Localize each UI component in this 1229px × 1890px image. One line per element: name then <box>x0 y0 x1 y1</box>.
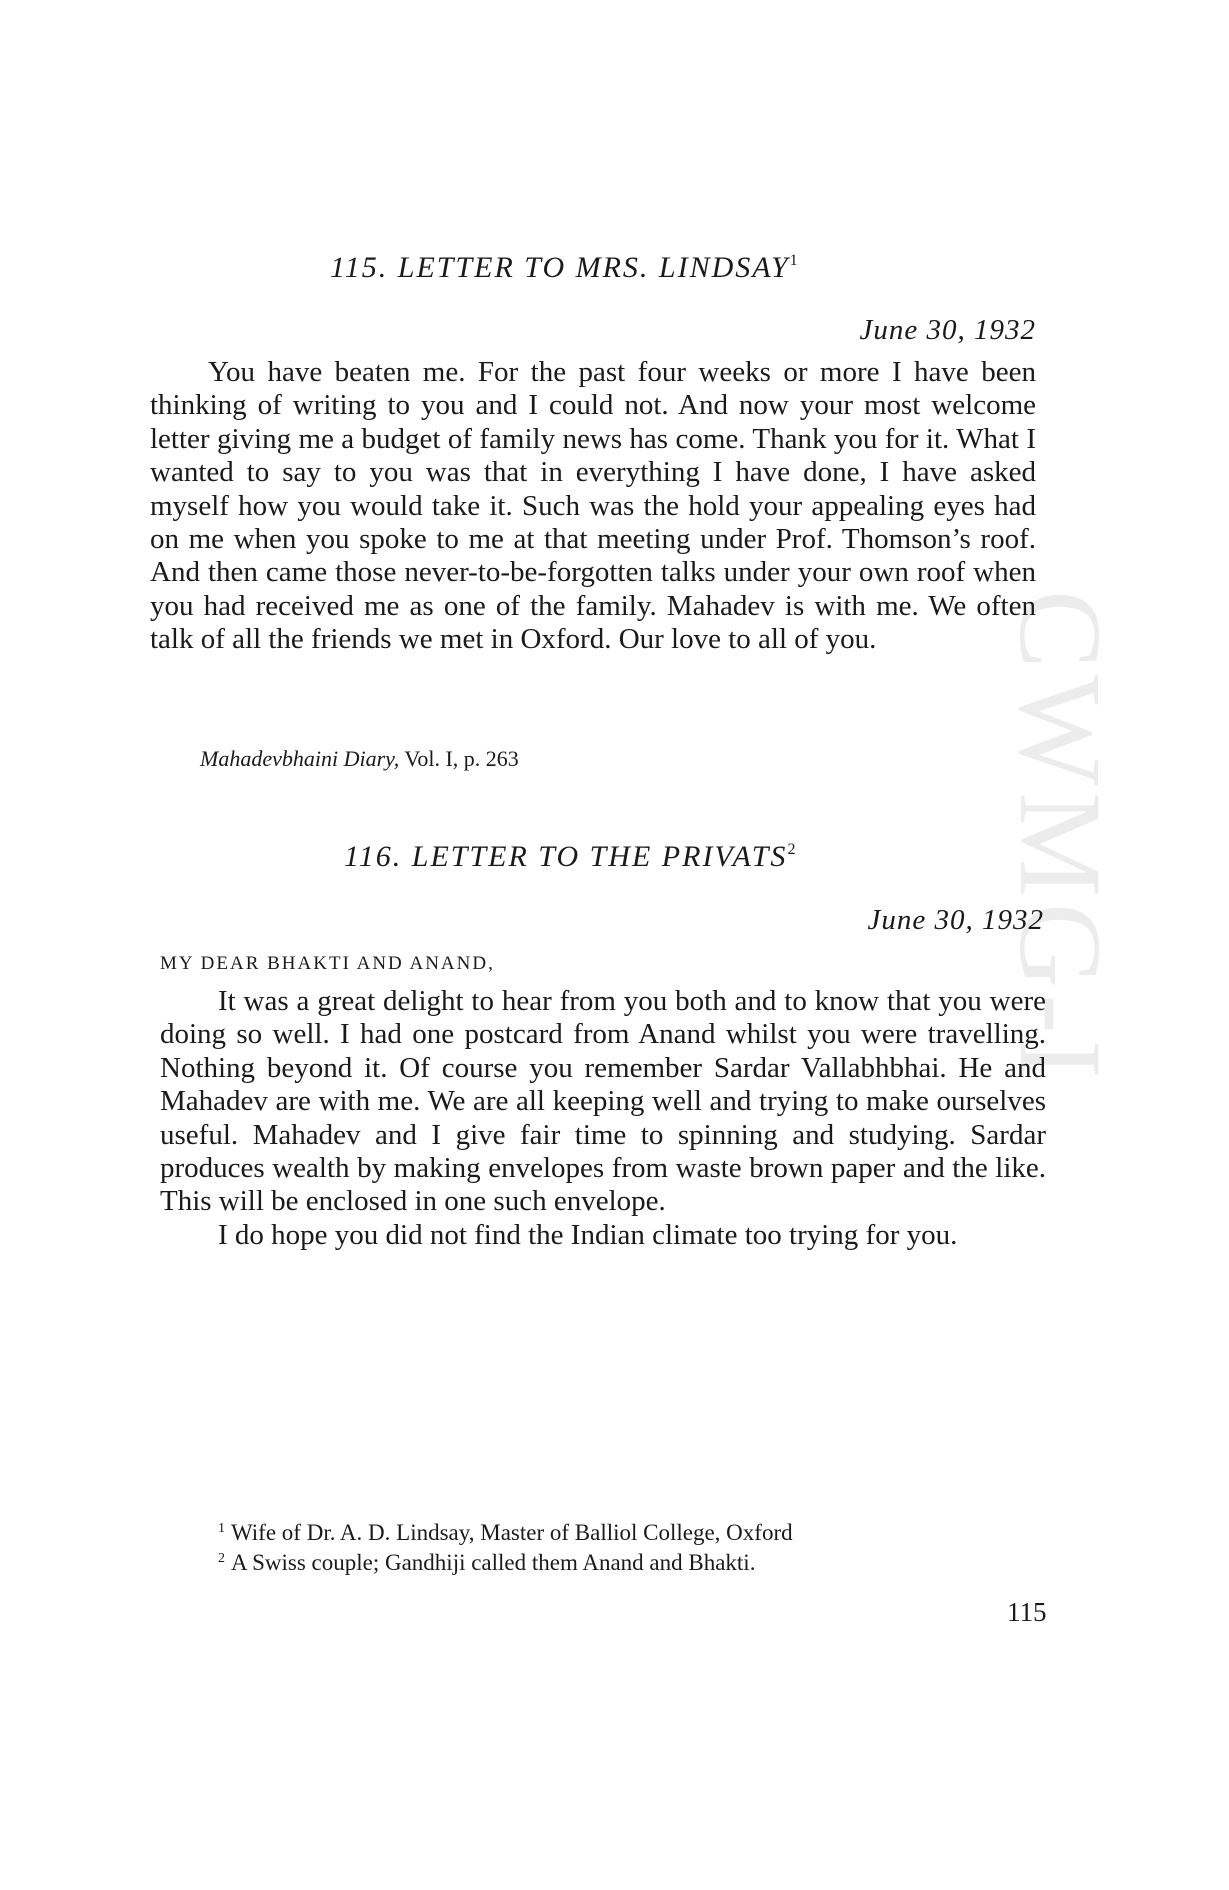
footnote-marker: 1 <box>218 1521 225 1536</box>
footnote-2 <box>218 1550 755 1576</box>
page-number: 115 <box>1007 1597 1047 1627</box>
source-detail: Vol. I, p. 263 <box>404 746 519 771</box>
letter-115-date: June 30, 1932 <box>859 314 1036 346</box>
paragraph: You have beaten me. For the past four weeks or more I have been thinking of writing to you and I could not. And now your most welcome letter giving me a budget of family news has come. Thank you for it. What I wanted to say to you was that in everything I have done, I have asked myself how you would take it. Such was the hold your appealing eyes had on me when you spoke to me at that meeting under Prof. Thomson’s roof. And then came those never-to-be-forgotten talks under your own roof when you had received me as one of the family. Mahadev is with me. We often talk of all the friends we met in Oxford. Our love to all of you. <box>150 356 1036 656</box>
letter-116-salutation: MY DEAR BHAKTI AND ANAND, <box>160 953 495 974</box>
footnote-ref: 1 <box>789 252 800 269</box>
letter-115-title <box>330 251 800 285</box>
letter-116-date: June 30, 1932 <box>867 904 1044 936</box>
footnote-text: A Swiss couple; Gandhiji called them Anand and Bhakti. <box>231 1550 756 1575</box>
footnote-ref: 2 <box>787 841 798 858</box>
footnote-marker: 2 <box>218 1551 225 1566</box>
letter-115-body <box>150 356 1036 657</box>
letter-116-title <box>344 840 797 874</box>
letter-number: 115. <box>330 251 389 284</box>
watermark: CWMG-I <box>995 590 1126 1085</box>
letter-number: 116. <box>344 840 403 873</box>
letter-title: LETTER TO MRS. LINDSAY <box>397 251 790 284</box>
letter-116-body <box>160 985 1046 1252</box>
footnote-1 <box>218 1520 793 1546</box>
letter-title: LETTER TO THE PRIVATS <box>411 840 788 873</box>
paragraph: I do hope you did not find the Indian climate too trying for you. <box>218 1218 958 1251</box>
paragraph: It was a great delight to hear from you both and to know that you were doing so well. I had one postcard from Anand whilst you were travelling. Nothing beyond it. Of course you remember Sardar Vallabhbhai. He and Mahadev are with me. We are all keeping well and trying to make ourselves useful. Mahadev and I give fair time to spinning and studying. Sardar produces wealth by making envelopes from waste brown paper and the like. This will be enclosed in one such envelope. <box>160 985 1046 1218</box>
source-title: Mahadevbhaini Diary, <box>200 746 400 771</box>
letter-115-source <box>200 746 519 772</box>
footnote-text: Wife of Dr. A. D. Lindsay, Master of Balliol College, Oxford <box>231 1520 793 1545</box>
